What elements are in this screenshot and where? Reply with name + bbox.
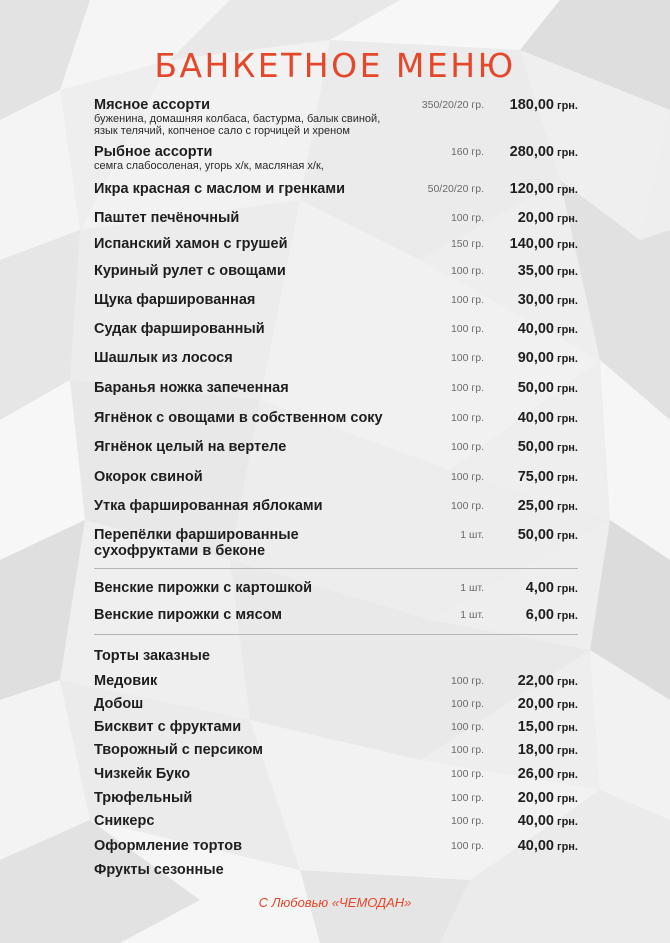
menu-item xyxy=(94,813,578,829)
item-price: 50,00 грн. xyxy=(517,380,578,396)
item-name: Венские пирожки с мясом xyxy=(94,607,283,623)
section-divider xyxy=(94,634,578,635)
item-price: 30,00 грн. xyxy=(517,292,578,308)
item-portion: 50/20/20 гр. xyxy=(427,183,484,195)
item-price: 4,00 грн. xyxy=(525,580,578,596)
item-portion: 100 гр. xyxy=(450,212,484,224)
menu-item xyxy=(94,144,578,172)
item-price: 120,00 грн. xyxy=(509,181,578,197)
item-price: 280,00 грн. xyxy=(509,144,578,160)
item-portion: 100 гр. xyxy=(450,471,484,483)
item-name: Ягнёнок целый на вертеле xyxy=(94,439,287,455)
item-portion: 100 гр. xyxy=(450,815,484,827)
item-name: Медовик xyxy=(94,673,158,689)
item-price: 50,00 грн. xyxy=(517,439,578,455)
item-portion: 100 гр. xyxy=(450,698,484,710)
item-name: Баранья ножка запеченная xyxy=(94,380,289,396)
item-name: Фрукты сезонные xyxy=(94,862,224,878)
item-portion: 100 гр. xyxy=(450,840,484,852)
menu-item xyxy=(94,673,578,689)
item-price: 40,00 грн. xyxy=(517,813,578,829)
item-price: 22,00 грн. xyxy=(517,673,578,689)
item-price: 26,00 грн. xyxy=(517,766,578,782)
item-price: 20,00 грн. xyxy=(517,696,578,712)
menu-item xyxy=(94,292,578,308)
item-portion: 100 гр. xyxy=(450,721,484,733)
menu-item xyxy=(94,321,578,337)
item-description: семга слабосоленая, угорь х/к, масляная х/к, xyxy=(94,160,324,172)
menu-item xyxy=(94,181,578,197)
menu-item xyxy=(94,350,578,366)
section-divider xyxy=(94,568,578,569)
footer-signature: С Любовью «ЧЕМОДАН» xyxy=(258,895,412,910)
menu-item xyxy=(94,790,578,806)
menu-item xyxy=(94,236,578,252)
item-name: Чизкейк Буко xyxy=(94,766,191,782)
item-price: 25,00 грн. xyxy=(517,498,578,514)
menu-item xyxy=(94,580,578,596)
menu-item xyxy=(94,527,578,559)
menu-item xyxy=(94,696,578,712)
item-name: Судак фаршированный xyxy=(94,321,265,337)
menu-item xyxy=(94,719,578,735)
menu-item xyxy=(94,263,578,279)
item-portion: 160 гр. xyxy=(450,146,484,158)
item-portion: 350/20/20 гр. xyxy=(421,99,484,111)
item-name: Рыбное ассорти xyxy=(94,144,213,160)
item-price: 40,00 грн. xyxy=(517,838,578,854)
item-portion: 100 гр. xyxy=(450,500,484,512)
item-portion: 100 гр. xyxy=(450,744,484,756)
item-description: буженина, домашняя колбаса, бастурма, балык свиной, xyxy=(94,113,381,125)
item-price: 20,00 грн. xyxy=(517,210,578,226)
menu-item xyxy=(94,97,578,137)
item-portion: 100 гр. xyxy=(450,265,484,277)
item-name: Трюфельный xyxy=(94,790,193,806)
item-description: язык телячий, копченое сало с горчицей и хреном xyxy=(94,125,350,137)
item-portion: 150 гр. xyxy=(450,238,484,250)
item-price: 35,00 грн. xyxy=(517,263,578,279)
menu-item xyxy=(94,862,578,878)
item-name: Окорок свиной xyxy=(94,469,203,485)
item-price: 180,00 грн. xyxy=(509,97,578,113)
cakes-heading: Торты заказные xyxy=(94,648,210,664)
item-name: Ягнёнок с овощами в собственном соку xyxy=(94,410,383,426)
item-portion: 100 гр. xyxy=(450,768,484,780)
item-portion: 100 гр. xyxy=(450,382,484,394)
item-name: Перепёлки фаршированные xyxy=(94,527,299,543)
item-portion: 100 гр. xyxy=(450,352,484,364)
item-portion: 100 гр. xyxy=(450,792,484,804)
item-price: 40,00 грн. xyxy=(517,321,578,337)
item-name: Венские пирожки с картошкой xyxy=(94,580,313,596)
item-portion: 100 гр. xyxy=(450,441,484,453)
item-name: Утка фаршированная яблоками xyxy=(94,498,323,514)
item-name-line2: сухофруктами в беконе xyxy=(94,543,266,559)
item-portion: 100 гр. xyxy=(450,412,484,424)
item-price: 18,00 грн. xyxy=(517,742,578,758)
item-name: Икра красная с маслом и гренками xyxy=(94,181,346,197)
menu-item xyxy=(94,439,578,455)
item-price: 75,00 грн. xyxy=(517,469,578,485)
menu-item xyxy=(94,607,578,623)
menu-item xyxy=(94,210,578,226)
item-price: 15,00 грн. xyxy=(517,719,578,735)
item-portion: 100 гр. xyxy=(450,323,484,335)
menu-item xyxy=(94,766,578,782)
item-price: 90,00 грн. xyxy=(517,350,578,366)
menu-item xyxy=(94,742,578,758)
item-name: Творожный с персиком xyxy=(94,742,263,758)
menu-item xyxy=(94,498,578,514)
item-portion: 1 шт. xyxy=(460,609,484,621)
item-price: 40,00 грн. xyxy=(517,410,578,426)
menu-item xyxy=(94,469,578,485)
item-price: 50,00 грн. xyxy=(517,527,578,543)
item-price: 20,00 грн. xyxy=(517,790,578,806)
menu-item xyxy=(94,380,578,396)
item-portion: 1 шт. xyxy=(460,529,484,541)
item-name: Бисквит с фруктами xyxy=(94,719,242,735)
item-portion: 1 шт. xyxy=(460,582,484,594)
item-name: Испанский хамон с грушей xyxy=(94,236,288,252)
menu-item xyxy=(94,838,578,854)
item-name: Мясное ассорти xyxy=(94,97,211,113)
item-portion: 100 гр. xyxy=(450,675,484,687)
item-portion: 100 гр. xyxy=(450,294,484,306)
item-name: Сникерс xyxy=(94,813,155,829)
item-name: Шашлык из лосося xyxy=(94,350,233,366)
item-price: 6,00 грн. xyxy=(525,607,578,623)
menu-title: БАНКЕТНОЕ МЕНЮ xyxy=(154,46,516,85)
item-name: Паштет печёночный xyxy=(94,210,240,226)
item-name: Щука фаршированная xyxy=(94,292,256,308)
item-name: Добош xyxy=(94,696,144,712)
item-name: Куриный рулет с овощами xyxy=(94,263,286,279)
item-price: 140,00 грн. xyxy=(509,236,578,252)
item-name: Оформление тортов xyxy=(94,838,242,854)
menu-item xyxy=(94,410,578,426)
